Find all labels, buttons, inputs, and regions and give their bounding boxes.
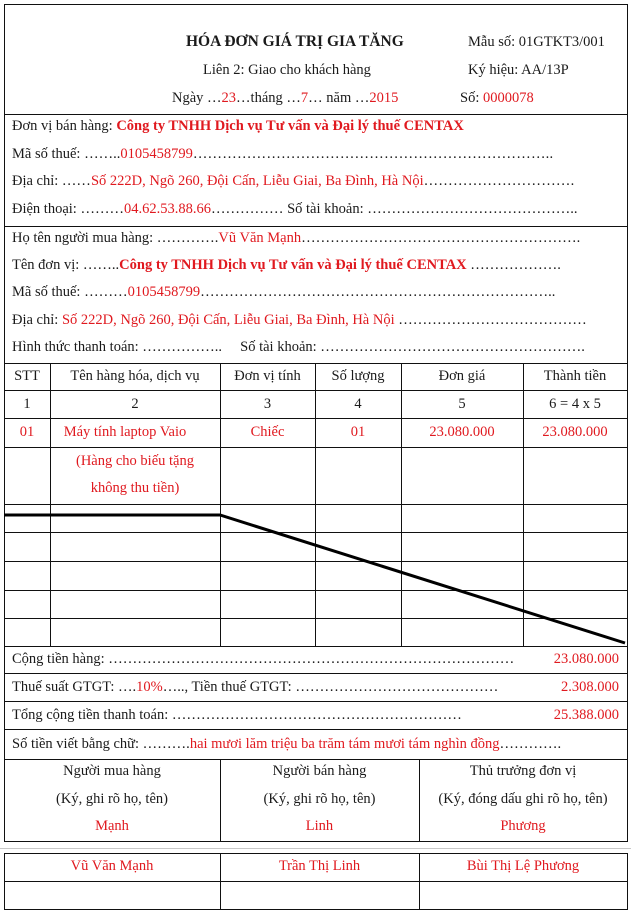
invoice-title: HÓA ĐƠN GIÁ TRỊ GIA TĂNG [186, 33, 404, 50]
item-note-line1: (Hàng cho biếu tặng [76, 453, 194, 469]
director-full-name: Bùi Thị Lệ Phương [466, 858, 580, 874]
signature-mark: Linh [305, 818, 334, 834]
signature-role: Người mua hàng [63, 763, 161, 779]
seller-address-label: Địa chỉ: …… [12, 173, 91, 189]
vat-rate: 10% [136, 679, 163, 695]
column-number: 4 [354, 396, 362, 412]
invoice-number-label: Số: [460, 90, 483, 106]
grand-total-label: Tổng cộng tiền thanh toán: …………………………………………………… [12, 707, 462, 723]
form-number: Mẫu số: 01GTKT3/001 [468, 34, 605, 50]
subtotal-label: Cộng tiền hàng: ………………………………………………………………………… [12, 651, 515, 667]
amount-in-words-line [12, 735, 561, 753]
vat-amount-label: ….., Tiền thuế GTGT: …………………………………… [162, 679, 499, 695]
column-header-unit-price: Đơn giá [438, 368, 486, 384]
invoice-number-value: 0000078 [482, 90, 534, 106]
subtotal-value: 23.080.000 [553, 651, 619, 667]
seller-tax: 0105458799 [120, 146, 193, 162]
item-name: Máy tính laptop Vaio [63, 424, 187, 440]
column-header-stt: STT [14, 368, 40, 384]
signature-role: Thủ trưởng đơn vị [469, 763, 577, 779]
column-header-item-name: Tên hàng hóa, dịch vụ [70, 368, 200, 384]
seller-phone: 04.62.53.88.66 [123, 201, 211, 217]
signature-note: (Ký, đóng dấu ghi rõ họ, tên) [438, 791, 608, 807]
item-unit: Chiếc [250, 424, 285, 440]
buyer-tax-trail: ……………………………………………………………….. [200, 284, 556, 300]
buyer-person: Vũ Văn Mạnh [218, 230, 302, 246]
seller-tax-label: Mã số thuế: …….. [12, 146, 121, 162]
item-quantity: 01 [350, 424, 366, 440]
seller-tax-trail: ……………………………………………………………….. [192, 146, 554, 162]
column-number: 3 [263, 396, 272, 412]
signature-mark: Phương [500, 818, 546, 834]
buyer-unit-label: Tên đơn vị: …….. [12, 257, 120, 273]
column-header-amount: Thành tiền [543, 368, 607, 384]
item-stt: 01 [19, 424, 35, 440]
day-value: 23 [221, 90, 237, 106]
buyer-unit: Công ty TNHH Dịch vụ Tư vấn và Đại lý thuế CENTAX [119, 257, 467, 273]
buyer-unit-trail: ………………. [466, 257, 561, 273]
signature-role: Người bán hàng [272, 763, 367, 779]
buyer-address: Số 222D, Ngõ 260, Đội Cấn, Liễu Giai, Ba Đình, Hà Nội [61, 312, 395, 328]
invoice-symbol: Ký hiệu: AA/13P [468, 62, 569, 78]
vat-amount: 2.308.000 [561, 679, 619, 695]
seller-phone-trail: …………… [210, 201, 288, 217]
column-number: 5 [458, 396, 466, 412]
vat-line [12, 678, 557, 696]
invoice-copy: Liên 2: Giao cho khách hàng [203, 62, 371, 78]
buyer-tax-label: Mã số thuế: ……… [12, 284, 128, 300]
buyer-person-trail: …………………………………………………. [301, 230, 581, 246]
seller-full-name: Trần Thị Linh [278, 858, 361, 874]
item-note-line2: không thu tiền) [90, 480, 180, 496]
seller-phone-label: Điện thoại: ……… [12, 201, 124, 217]
signature-note: (Ký, ghi rõ họ, tên) [263, 791, 376, 807]
seller-address: Số 222D, Ngõ 260, Đội Cấn, Liễu Giai, Ba Đình, Hà Nội [90, 173, 424, 189]
buyer-address-label: Địa chỉ: [12, 312, 62, 328]
column-number: 2 [131, 396, 139, 412]
signature-mark: Mạnh [95, 818, 129, 834]
buyer-address-trail: ………………………………… [394, 312, 587, 328]
item-unit-price: 23.080.000 [429, 424, 495, 440]
column-number: 6 = 4 x 5 [549, 396, 601, 412]
day-label: Ngày … [172, 90, 222, 106]
year-value: 2015 [369, 90, 399, 106]
buyer-full-name: Vũ Văn Mạnh [70, 858, 154, 874]
vat-rate-label: Thuế suất GTGT: …. [12, 679, 137, 695]
year-label: … năm … [308, 90, 370, 106]
seller-address-trail: …………………………. [423, 173, 575, 189]
column-header-unit: Đơn vị tính [234, 368, 301, 384]
buyer-person-label: Họ tên người mua hàng: …………. [12, 230, 219, 246]
amount-in-words: hai mươi lăm triệu ba trăm tám mươi tám nghìn đồng [189, 736, 500, 752]
month-label: …tháng … [236, 90, 301, 106]
amount-in-words-label: Số tiền viết bằng chữ: ………. [12, 736, 190, 752]
seller-name: Công ty TNHH Dịch vụ Tư vấn và Đại lý thuế CENTAX [116, 118, 464, 134]
buyer-tax: 0105458799 [127, 284, 201, 300]
page-separator [0, 848, 631, 849]
grand-total-value: 25.388.000 [553, 707, 619, 723]
column-header-quantity: Số lượng [331, 368, 385, 384]
seller-name-label: Đơn vị bán hàng: [12, 118, 117, 134]
amount-in-words-trail: …………. [499, 736, 562, 752]
seller-account: Số tài khoản: …………………………………….. [287, 201, 578, 217]
signature-note: (Ký, ghi rõ họ, tên) [56, 791, 168, 807]
column-number: 1 [23, 396, 31, 412]
item-amount: 23.080.000 [542, 424, 608, 440]
buyer-payment-line: Hình thức thanh toán: …………….. Số tài khoản: ………………………………………………. [12, 339, 585, 355]
month-value: 7 [300, 90, 309, 106]
